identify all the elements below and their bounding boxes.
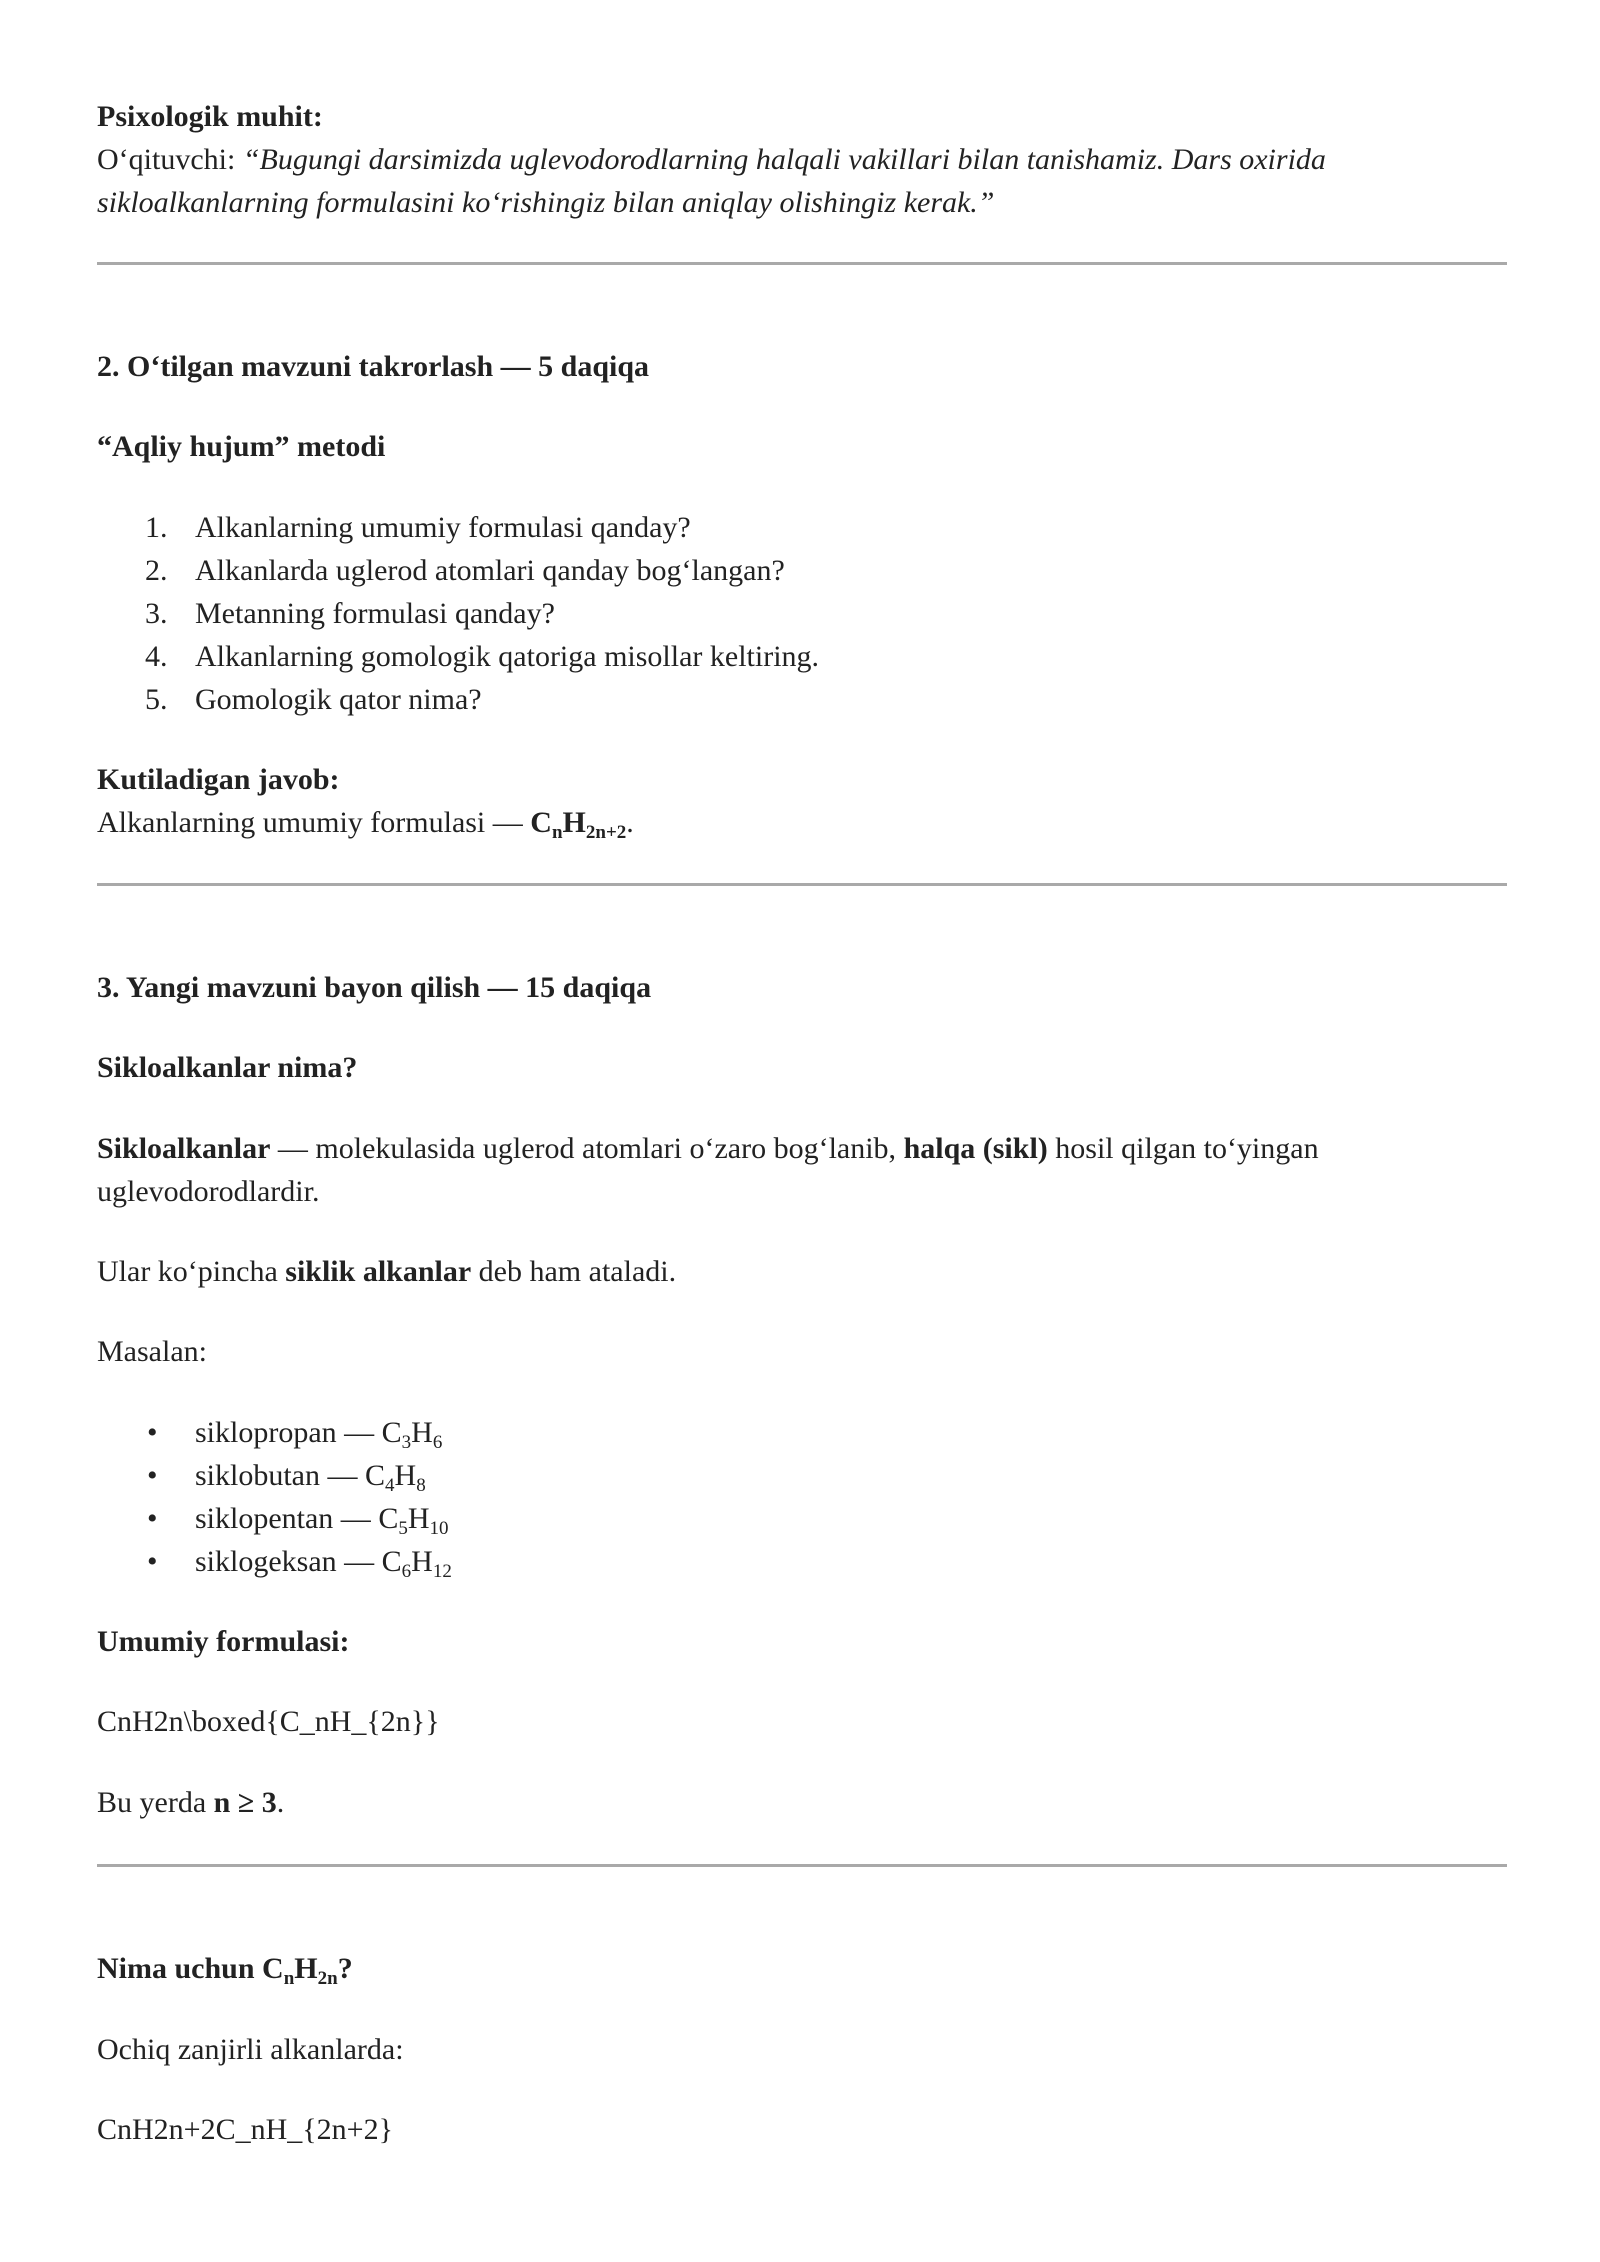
question-item bbox=[97, 678, 1507, 721]
compound-name: siklopentan — bbox=[195, 1502, 379, 1535]
example-item bbox=[97, 1497, 1507, 1540]
question-text: Metanning formulasi qanday? bbox=[195, 597, 555, 630]
condition-paragraph: Bu yerda n ≥ 3. bbox=[97, 1786, 285, 1819]
divider bbox=[97, 883, 1507, 886]
open-chain-text: Ochiq zanjirli alkanlarda: bbox=[97, 2033, 404, 2066]
question-item bbox=[97, 635, 1507, 678]
question-number: 5. bbox=[145, 683, 168, 716]
general-formula: CnH2n\boxed{C_nH_{2n}} bbox=[97, 1705, 440, 1738]
example-list bbox=[97, 1411, 1507, 1583]
bullet-icon: • bbox=[147, 1459, 158, 1492]
question-list bbox=[97, 506, 1507, 721]
question-text: Alkanlarda uglerod atomlari qanday bog‘langan? bbox=[195, 554, 785, 587]
question-item bbox=[97, 506, 1507, 549]
answer-heading: Kutiladigan javob: bbox=[97, 763, 340, 796]
question-number: 4. bbox=[145, 640, 168, 673]
bullet-icon: • bbox=[147, 1502, 158, 1535]
definition-term: Sikloalkanlar bbox=[97, 1132, 271, 1165]
compound-name: siklobutan — bbox=[195, 1459, 365, 1492]
question-text: Alkanlarning gomologik qatoriga misollar keltiring. bbox=[195, 640, 820, 673]
question-item bbox=[97, 549, 1507, 592]
divider bbox=[97, 262, 1507, 265]
section4-heading: Nima uchun $C_nH_{2n}$? bbox=[97, 1952, 353, 1989]
alias-paragraph: Ular ko‘pincha siklik alkanlar deb ham ataladi. bbox=[97, 1255, 677, 1288]
speaker-label: O‘qituvchi: bbox=[97, 143, 243, 176]
formula-heading: Umumiy formulasi: bbox=[97, 1625, 350, 1658]
question-number: 1. bbox=[145, 511, 168, 544]
bullet-icon: • bbox=[147, 1416, 158, 1449]
compound-formula: $C_5H_{10}$ bbox=[378, 1502, 449, 1539]
teacher-quote: “Bugungi darsimizda uglevodorodlarning halqali vakillari bilan tanishamiz. Dars oxirida sikloalkanlarning formulasini ko‘rishingiz bilan aniqlay olishingiz kerak.” bbox=[97, 143, 1326, 219]
answer-paragraph: Alkanlarning umumiy formulasi — $C_nH_{2n+2}$. bbox=[97, 806, 634, 843]
question-text: Gomologik qator nima? bbox=[195, 683, 482, 716]
compound-name: siklogeksan — bbox=[195, 1545, 382, 1578]
example-item bbox=[97, 1411, 1507, 1454]
question-text: Alkanlarning umumiy formulasi qanday? bbox=[195, 511, 691, 544]
answer-text: Alkanlarning umumiy formulasi — bbox=[97, 806, 531, 839]
section2-heading: 2. O‘tilgan mavzuni takrorlash — 5 daqiqa bbox=[97, 350, 650, 383]
compound-formula: $C_3H_6$ bbox=[381, 1416, 443, 1453]
question-number: 2. bbox=[145, 554, 168, 587]
alkane-formula: $C_nH_{2n+2}$ bbox=[530, 806, 627, 843]
section3-heading: 3. Yangi mavzuni bayon qilish — 15 daqiqa bbox=[97, 971, 652, 1004]
compound-formula: $C_4H_8$ bbox=[365, 1459, 426, 1496]
bullet-icon: • bbox=[147, 1545, 158, 1578]
compound-name: siklopropan — bbox=[195, 1416, 382, 1449]
compound-formula: $C_6H_{12}$ bbox=[381, 1545, 452, 1582]
method-title: “Aqliy hujum” metodi bbox=[97, 430, 386, 463]
open-chain-formula: CnH2n+2C_nH_{2n+2} bbox=[97, 2113, 393, 2146]
question-number: 3. bbox=[145, 597, 168, 630]
definition-paragraph: Sikloalkanlar — molekulasida uglerod atomlari o‘zaro bog‘lanib, halqa (sikl) hosil qilgan to‘yingan uglevodorodlardir. bbox=[97, 1132, 1319, 1208]
example-item bbox=[97, 1454, 1507, 1497]
psixologik-heading: Psixologik muhit: bbox=[97, 100, 323, 133]
example-label: Masalan: bbox=[97, 1335, 207, 1368]
question-item bbox=[97, 592, 1507, 635]
example-item bbox=[97, 1540, 1507, 1583]
teacher-quote-paragraph bbox=[97, 138, 1507, 224]
divider bbox=[97, 1864, 1507, 1867]
sikloalkan-question: Sikloalkanlar nima? bbox=[97, 1051, 358, 1084]
